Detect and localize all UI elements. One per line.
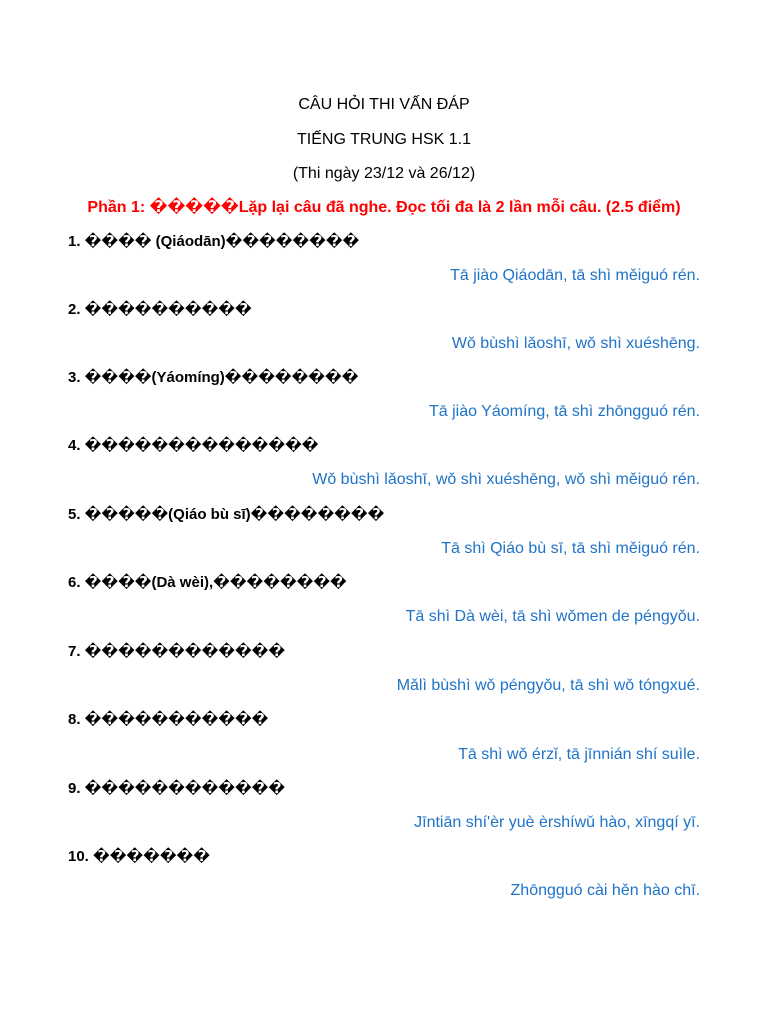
answer-1: Tā jiào Qiáodān, tā shì měiguó rén.: [450, 267, 700, 284]
answer-9: Jīntiān shí'èr yuè èrshíwǔ hào, xīngqí yī.: [414, 814, 700, 831]
question-7: 7. ������������: [68, 643, 286, 660]
answer-3: Tā jiào Yáomíng, tā shì zhōngguó rén.: [429, 403, 700, 420]
answer-4: Wǒ bùshì lǎoshī, wǒ shì xuéshēng, wǒ shì měiguó rén.: [312, 471, 700, 488]
question-2: 2. ����������: [68, 301, 252, 318]
answer-10: Zhōngguó cài hěn hào chī.: [510, 882, 700, 899]
question-9: 9. ������������: [68, 780, 286, 797]
answer-7: Mǎlì bùshì wǒ péngyǒu, tā shì wǒ tóngxué.: [396, 677, 700, 694]
answer-2: Wǒ bùshì lǎoshī, wǒ shì xuéshēng.: [451, 335, 700, 352]
answer-8: Tā shì wǒ érzǐ, tā jīnnián shí suìle.: [458, 746, 700, 763]
question-1: 1. ���� (Qiáodān)��������: [68, 233, 360, 250]
question-5: 5. �����(Qiáo bù sī)��������: [68, 506, 385, 523]
exam-date-line: (Thi ngày 23/12 và 26/12): [292, 165, 476, 182]
question-8: 8. �����������: [68, 711, 269, 728]
document-title: CÂU HỎI THI VẤN ĐÁP: [298, 96, 470, 113]
answer-5: Tā shì Qiáo bù sī, tā shì měiguó rén.: [441, 540, 700, 557]
question-4: 4. ��������������: [68, 437, 319, 454]
section-heading: Phần 1: �����Lặp lại câu đã nghe. Đọc tối đa là 2 lần mỗi câu. (2.5 điểm): [87, 199, 681, 216]
answer-6: Tā shì Dà wèi, tā shì wǒmen de péngyǒu.: [405, 608, 700, 625]
question-10: 10. �������: [68, 848, 210, 865]
question-6: 6. ����(Dà wèi),��������: [68, 574, 347, 591]
question-3: 3. ����(Yáomíng)��������: [68, 369, 359, 386]
document-subtitle: TIẾNG TRUNG HSK 1.1: [297, 131, 471, 148]
